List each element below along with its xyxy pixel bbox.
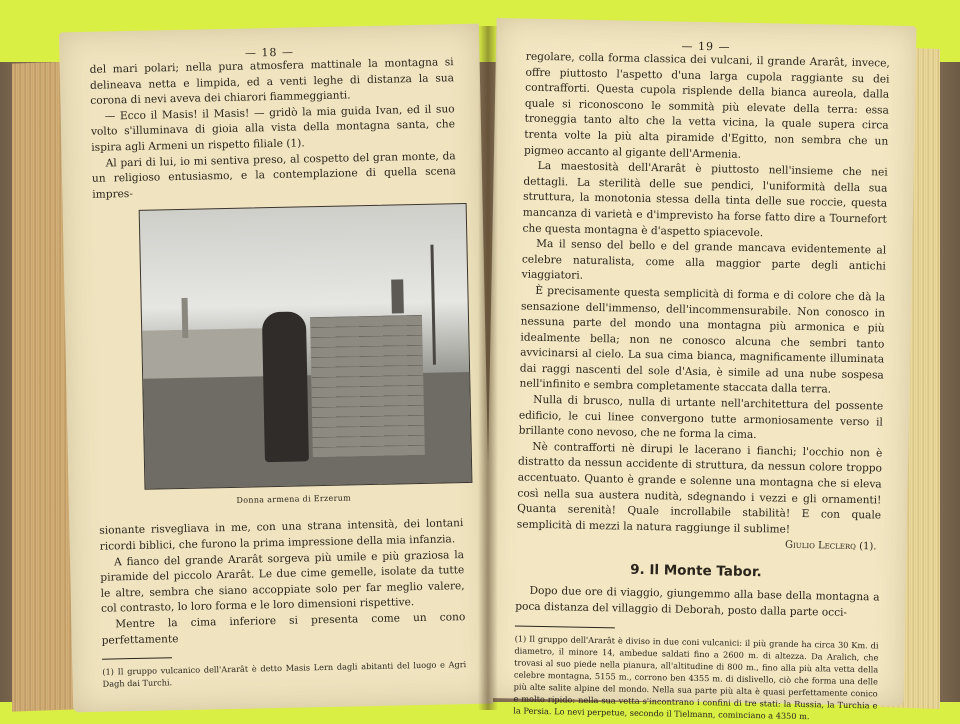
photo-woman-figure [262,312,309,463]
left-bottom-text [69,516,492,650]
paragraph: Nè contrafforti nè dirupi le lacerano i fianchi; l'occhio non è distratto da nessun accidente di struttura, da nessun colore troppo accentuato. Quanto è grande e solenne una montagna che si eleva così nella sua austera nudità, sdegnando i vezzi e gli ornamenti! Quanta serenità! Quale incrollabile stabilità! E con quale semplicità di mezzi la natura raggiunge il sublime! [516,440,883,536]
photo-minaret [182,298,189,338]
photo-caption: Donna armena di Erzerum [236,493,352,506]
book-gutter [478,26,498,710]
paragraph: regolare, colla forma classica dei vulcani, il grande Ararât, invece, offre piuttosto l'aspetto d'una larga cupola raggiante su dei contrafforti. Questa cupola risplende della bianca aureola, dalla quale si riconoscono le sommità più elevate della terra: essa troneggia tanto alto che la vetta vicina, la quale supera circa trenta volte la più alta piramide d'Egitto, non sembra che un pigmeo accanto al gigante dell'Armenia. [523,50,890,161]
paragraph: Ma il senso del bello e del grande mancava evidentemente al celebre naturalista, come alla maggior parte degli antichi viaggiatori. [521,237,887,283]
photo-chimney [391,280,404,314]
right-section-text [485,583,906,622]
photo-tree [430,245,436,365]
paragraph: Dopo due ore di viaggio, giungemmo alla base della montagna a poca distanza del villaggio di Deborah, posto dalla parte occi- [515,585,880,619]
paragraph: Nulla di brusco, nulla di urtante nell'architettura del possente edificio, le cui linee convergono tutte armoniosamente verso il brillante cono nevoso, che ne forma la cima. [518,393,884,442]
footnote-separator [515,625,615,628]
right-page-number: — 19 — [681,39,731,54]
paragraph: Mentre la cima inferiore si presenta come un cono perfettamente [101,610,466,647]
footnote-separator [102,657,172,659]
paragraph: Al pari di lui, io mi sentiva preso, al cospetto del gran monte, da un religioso entusiasmo, e la contemplazione di quella scena impres- [91,149,457,201]
right-page [484,18,917,721]
left-page [59,24,493,713]
armenian-woman-photo [139,203,473,490]
left-footnote: (1) Il gruppo vulcanico dell'Ararât è detto Masis Lern dagli abitanti del luogo e Agri Dagh dai Turchi. [102,659,467,689]
left-page-number: — 18 — [244,45,295,60]
right-text [487,49,916,540]
paragraph: La maestosità dell'Ararât è piuttosto nell'insieme che nei dettagli. La sterilità delle sue pendici, l'uniformità della sua struttura, la monotonia stessa della tinta delle sue roccie, questa mancanza di varietà e d'imprevisto ha forse fatto dire a Tournefort che questa montagna è d'aspetto spiacevole. [522,160,888,239]
paragraph: È precisamente questa semplicità di forma e di colore che dà la sensazione dell'immenso, dell'incommensurabile. Non conosco in nessuna parte del mondo una montagna più armonica e più idealmente bella; non ne conosco alcuna che sembri tanto avvicinarsi al cielo. La sua cima bianca, magnificamente illuminata dai raggi nascenti del sole d'Asia, è simile ad una nube sospesa nell'infinito e sembra completamente staccata dalla terra. [519,284,886,396]
photo-stone-structure [310,315,425,457]
left-top-text [60,55,483,204]
paragraph: A fianco del grande Ararât sorgeva più umile e più graziosa la piramide del piccolo Ararât. Le due cime gemelle, isolate da tutte le altre, sembra che siano accoppiate solo per far meglio valere, col contrasto, lo loro forma e le loro dimensioni rispettive. [100,548,465,616]
author-signature: Giulio Leclerq (1). [784,540,877,553]
section-title: 9. Il Monte Tabor. [630,562,762,581]
paragraph: sionante risvegliava in me, con una strana intensità, dei lontani ricordi biblici, che furono la prima impressione della mia infanzia. [99,517,464,553]
paragraph: — Ecco il Masis! il Masis! — gridò la mia guida Ivan, ed il suo volto s'illuminava di gioia alla vista della montagna santa, che ispira agli Armeni un rispetto filiale (1). [90,102,456,154]
right-footnote: (1) Il gruppo dell'Ararât è diviso in due coni vulcanici: il più grande ha circa 30 Km. di diametro, il minore 14, ambedue saldati fino a 2600 m. di altezza. Da Aralich, che trovasi al suo piede nella pianura, all'altitudine di 800 m., fino alla più alta vetta della celebre montagna, 5155 m., corrono ben 4355 m. di dislivello, ciò che forma una delle più alte salite alpine del mondo. Nella sua parte più alta è quasi perfettamente conico e molto ripido: nella sua vetta s'incontrano i confini di tre stati: la Russia, la Turchia e la Persia. Lo nevi perpetue, secondo il Tielmann, cominciano a 4350 m. [513,633,879,721]
paragraph: del mari polari; nella pura atmosfera mattinale la montagna si delineava netta e limpida, ed a venti leghe di distanza la sua corona di nevi aveva dei chiarori fiammeggianti. [89,56,455,108]
